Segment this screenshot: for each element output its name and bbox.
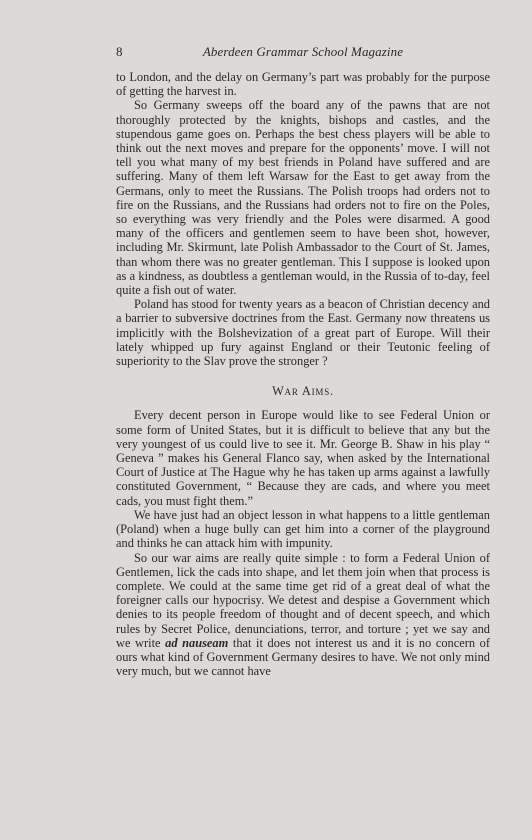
paragraph-text: that it does not interest us and it is no concern of ours what kind of Government Germany desires to have. We not only mind very much, but we cannot have: [116, 635, 490, 679]
italic-phrase: ad nauseam: [165, 635, 229, 650]
paragraph: We have just had an object lesson in what happens to a little gentleman (Poland) when a huge bully can get him into a corner of the playground and thinks he can attack him with impunity.: [116, 507, 490, 551]
paragraph: [116, 551, 490, 679]
section-heading: War Aims.: [272, 384, 334, 399]
page-header: [116, 44, 490, 62]
paragraph: to London, and the delay on Germany’s part was probably for the purpose of getting the harvest in.: [116, 70, 490, 99]
article-body: [116, 70, 490, 678]
running-title: Aberdeen Grammar School Magazine: [202, 44, 404, 59]
page-number: 8: [116, 44, 123, 59]
paragraph: So Germany sweeps off the board any of the pawns that are not thoroughly protected by the knights, bishops and castles, and the stupendous game goes on. Perhaps the best chess players will be able to think out the next moves and prepare for the opponents’ move. I will not tell you what many of my best friends in Poland have suffered and are suffering. Many of them left Warsaw for the East to get away from the Germans, only to meet the Russians. The Polish troops had orders not to fire on the Russians, and the Russians had orders not to fire on the Poles, so everything was very friendly and the Poles were disarmed. A good many of the officers and gentlemen seem to have been shot, however, including Mr. Skirmunt, late Polish Ambassador to the Court of St. James, than whom there was no greater gentleman. This I suppose is looked upon as a kindness, as doubtless a gentleman would, in the Russia of to-day, feel quite a fish out of water.: [116, 98, 490, 298]
paragraph: Every decent person in Europe would like to see Federal Union or some form of United States, but it is difficult to believe that any but the very youngest of us could live to see it. Mr. George B. Shaw in his play “ Geneva ” makes his General Flanco say, when asked by the International Court of Justice at The Hague why he has taken up arms against a lawfully constituted Government, “ Because they are cads, and where you meet cads, you must fight them.”: [116, 408, 490, 508]
paragraph-text: So our war aims are really quite simple : to form a Federal Union of Gentlemen, lick the cads into shape, and let them join when that process is complete. We could at the same time get rid of a great deal of what the foreigner calls our hypocrisy. We detest and despise a Government which denies to its people freedom of thought and of decent speech, and which rules by Secret Police, denunciations, terror, and torture ; yet we say and we write: [116, 550, 490, 650]
paragraph: Poland has stood for twenty years as a beacon of Christian decency and a barrier to subversive doctrines from the East. Germany now threatens us implicitly with the Bolshevization of a great part of Europe. Will their lately whipped up fury against England or their Teutonic feeling of superiority to the Slav prove the stronger ?: [116, 297, 490, 369]
